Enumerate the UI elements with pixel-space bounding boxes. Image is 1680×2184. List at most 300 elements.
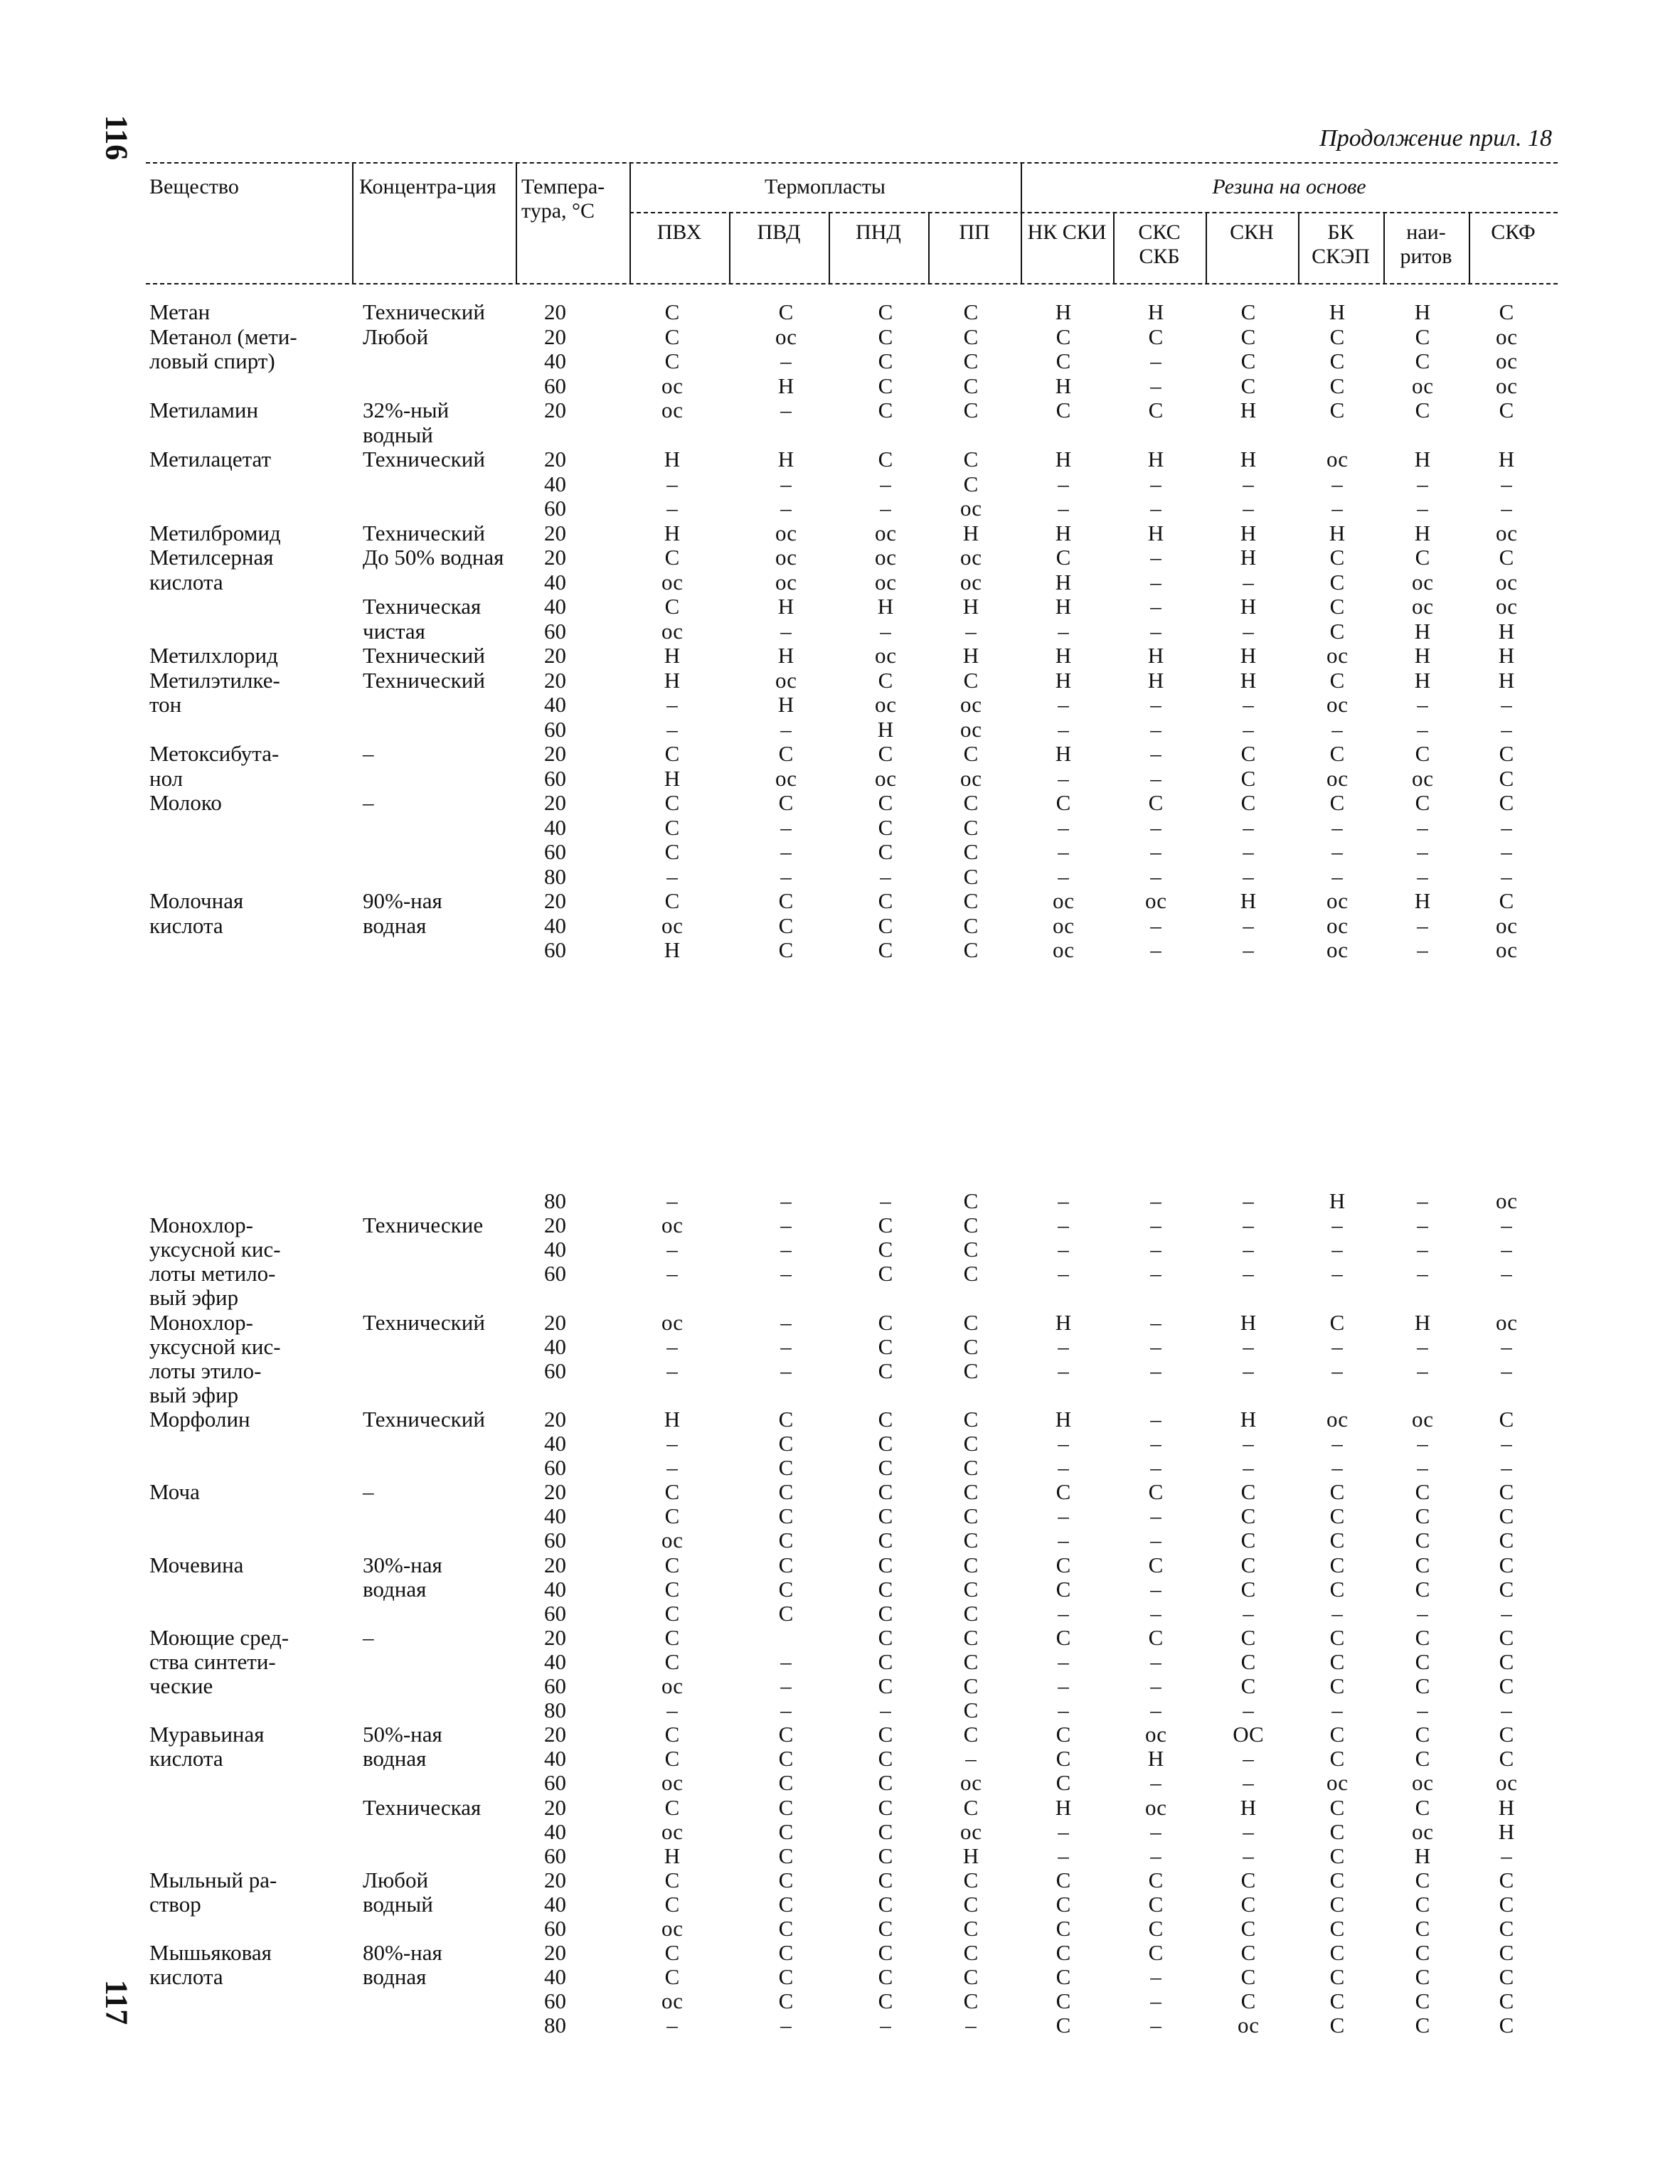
cell-value: – — [780, 1358, 792, 1383]
cell-value: ос — [959, 545, 982, 570]
cell-value: ос — [1144, 1722, 1167, 1747]
cell-concentration: водная — [363, 1576, 427, 1602]
table-row — [149, 791, 1558, 815]
cell-value: ос — [661, 373, 684, 398]
cell-value: С — [778, 1455, 794, 1481]
cell-value: – — [1243, 716, 1254, 742]
cell-value: – — [1150, 594, 1161, 619]
cell-value: – — [1331, 1455, 1343, 1481]
cell-value: С — [963, 1891, 979, 1917]
cell-value: – — [1243, 937, 1254, 962]
cell-value: – — [1150, 1648, 1161, 1674]
cell-value: С — [963, 839, 979, 864]
cell-concentration: Технический — [363, 643, 485, 668]
cell-value: С — [1329, 373, 1345, 398]
cell-value: ос — [1495, 1770, 1518, 1796]
table-row — [149, 1480, 1558, 1504]
cell-concentration: 32%-ный — [363, 398, 450, 422]
cell-value: – — [1417, 496, 1428, 521]
cell-value: – — [1150, 863, 1161, 889]
cell-value: С — [778, 1722, 794, 1747]
table-row — [149, 570, 1558, 595]
cell-value: С — [664, 1746, 680, 1772]
cell-temperature: 40 — [544, 1237, 566, 1262]
table-row — [149, 767, 1558, 791]
cell-value: ос — [1326, 888, 1349, 913]
cell-value: С — [878, 373, 893, 398]
cell-value: С — [1329, 1964, 1345, 1990]
cell-value: С — [1329, 1988, 1345, 2014]
cell-value: – — [666, 692, 678, 717]
cell-value: С — [778, 1843, 794, 1868]
cell-temperature: 40 — [544, 1891, 566, 1917]
cell-value: С — [778, 1770, 794, 1796]
table-row — [149, 1456, 1558, 1480]
cell-value: С — [664, 1600, 680, 1626]
cell-value: С — [878, 814, 893, 840]
cell-value: – — [1243, 1698, 1254, 1723]
header-col: СКФ — [1491, 220, 1536, 244]
cell-value: С — [1499, 741, 1514, 766]
header-col: БК СКЭП — [1312, 220, 1370, 268]
table-row — [149, 1504, 1558, 1528]
cell-value: – — [1417, 1333, 1428, 1359]
cell-value: Н — [1414, 888, 1431, 913]
cell-value: – — [1243, 1261, 1254, 1287]
cell-value: ос — [1411, 765, 1434, 791]
cell-substance: тон — [149, 692, 182, 717]
cell-value: – — [880, 471, 891, 496]
cell-value: С — [778, 937, 794, 962]
table-row — [149, 644, 1558, 668]
cell-concentration: 80%-ная — [363, 1940, 442, 1966]
cell-value: С — [963, 1309, 979, 1335]
cell-concentration: Технический — [363, 1309, 485, 1335]
cell-value: С — [1499, 1746, 1514, 1772]
cell-value: ос — [661, 1213, 684, 1238]
cell-value: ос — [1495, 1309, 1518, 1335]
table-row — [149, 472, 1558, 496]
cell-value: С — [878, 1794, 893, 1820]
cell-value: ос — [775, 324, 797, 349]
cell-value: Н — [1414, 1843, 1431, 1868]
cell-value: – — [1243, 692, 1254, 717]
cell-value: – — [1501, 863, 1512, 889]
cell-value: – — [1417, 716, 1428, 742]
cell-value: С — [1329, 1552, 1345, 1577]
cell-value: С — [1329, 1528, 1345, 1553]
cell-value: С — [1240, 1867, 1256, 1892]
cell-value: ос — [775, 545, 797, 570]
cell-value: Н — [1414, 1309, 1431, 1335]
cell-concentration: Техническая — [363, 1794, 482, 1820]
cell-concentration: 30%-ная — [363, 1552, 442, 1577]
cell-temperature: 40 — [544, 1333, 566, 1359]
cell-value: Н — [962, 594, 979, 619]
table-row — [149, 668, 1558, 693]
cell-value: С — [1499, 765, 1514, 791]
cell-concentration: водная — [363, 1964, 427, 1990]
table-row — [149, 300, 1558, 324]
table-row — [149, 1432, 1558, 1456]
cell-concentration: Любой — [363, 1867, 429, 1892]
cell-value: – — [1058, 1818, 1069, 1844]
cell-value: – — [1243, 912, 1254, 938]
cell-value: ос — [775, 667, 797, 693]
cell-value: – — [1243, 1358, 1254, 1383]
table-row — [149, 1189, 1558, 1213]
cell-value: – — [666, 863, 678, 889]
cell-value: Н — [664, 667, 681, 693]
cell-value: ос — [1237, 2013, 1260, 2038]
cell-value: – — [965, 2013, 977, 2038]
cell-value: – — [1501, 1600, 1512, 1626]
cell-value: – — [1150, 1261, 1161, 1287]
cell-concentration: чистая — [363, 618, 425, 644]
cell-value: Н — [777, 594, 794, 619]
cell-value: – — [1417, 471, 1428, 496]
cell-value: С — [963, 667, 979, 693]
cell-value: С — [1329, 1916, 1345, 1941]
cell-value: С — [664, 348, 680, 373]
cell-value: ос — [775, 520, 797, 545]
cell-value: С — [1056, 1576, 1071, 1602]
cell-value: Н — [1329, 520, 1346, 545]
cell-value: С — [664, 814, 680, 840]
cell-value: С — [778, 888, 794, 913]
cell-value: С — [878, 912, 893, 938]
cell-temperature: 20 — [544, 1213, 566, 1238]
cell-value: С — [1415, 1916, 1430, 1941]
cell-value: – — [1243, 814, 1254, 840]
cell-value: С — [664, 1964, 680, 1990]
cell-concentration: Технические — [363, 1213, 484, 1238]
cell-value: С — [878, 398, 893, 422]
cell-value: С — [878, 1576, 893, 1602]
cell-value: Н — [1414, 667, 1431, 693]
cell-substance: Молочная — [149, 888, 244, 913]
cell-value: – — [1501, 1213, 1512, 1238]
cell-value: Н — [1055, 569, 1072, 595]
header-col: СКС СКБ — [1138, 220, 1181, 268]
cell-value: С — [963, 1503, 979, 1529]
cell-temperature: 60 — [544, 1916, 566, 1941]
cell-substance: Моющие сред- — [149, 1624, 289, 1650]
table-row — [149, 1989, 1558, 2013]
cell-value: С — [878, 1722, 893, 1747]
table-row — [149, 545, 1558, 570]
cell-value: – — [1058, 1648, 1069, 1674]
table-header — [146, 162, 1558, 289]
cell-value: С — [878, 1964, 893, 1990]
cell-value: Н — [664, 447, 681, 472]
cell-value: ос — [874, 545, 897, 570]
cell-value: – — [1150, 716, 1161, 742]
cell-value: С — [1415, 1988, 1430, 2014]
cell-substance: кислота — [149, 1964, 223, 1990]
cell-value: – — [1150, 1503, 1161, 1529]
cell-temperature: 20 — [544, 299, 566, 324]
cell-value: Н — [1147, 1746, 1164, 1772]
cell-value: – — [1417, 839, 1428, 864]
cell-value: Н — [1147, 299, 1164, 324]
cell-value: – — [1058, 496, 1069, 521]
cell-substance: Мыльный ра- — [149, 1867, 277, 1892]
cell-substance: кислота — [149, 912, 223, 938]
cell-value: С — [878, 1406, 893, 1432]
cell-concentration: Любой — [363, 324, 429, 349]
cell-value: – — [666, 1358, 678, 1383]
cell-value: – — [1243, 1770, 1254, 1796]
table-row — [149, 1528, 1558, 1552]
cell-value: Н — [1240, 643, 1257, 668]
cell-value: – — [1058, 863, 1069, 889]
cell-value: С — [1148, 1867, 1164, 1892]
cell-value: – — [666, 1237, 678, 1262]
cell-temperature: 20 — [544, 520, 566, 545]
cell-temperature: 60 — [544, 1843, 566, 1868]
cell-value: – — [666, 1188, 678, 1213]
cell-value: – — [1501, 814, 1512, 840]
cell-value: С — [878, 1503, 893, 1529]
cell-value: С — [778, 912, 794, 938]
cell-value: С — [1056, 1867, 1071, 1892]
header-rubber: Резина на основе — [1212, 175, 1366, 198]
cell-value: – — [1417, 692, 1428, 717]
cell-value: С — [1056, 1988, 1071, 2014]
cell-value: С — [1240, 1964, 1256, 1990]
cell-value: С — [778, 1600, 794, 1626]
cell-value: С — [1148, 790, 1164, 815]
cell-temperature: 60 — [544, 496, 566, 521]
cell-value: Н — [1414, 643, 1431, 668]
cell-value: – — [1243, 1213, 1254, 1238]
cell-value: – — [1150, 1213, 1161, 1238]
cell-value: – — [1501, 496, 1512, 521]
table-row — [149, 693, 1558, 717]
cell-value: – — [780, 1237, 792, 1262]
cell-value: – — [1331, 1333, 1343, 1359]
cell-value: С — [1240, 1673, 1256, 1698]
table-row — [149, 1359, 1558, 1383]
cell-value: – — [1331, 1261, 1343, 1287]
cell-temperature: 20 — [544, 643, 566, 668]
cell-value: С — [664, 1891, 680, 1917]
cell-value: С — [1329, 1891, 1345, 1917]
cell-temperature: 80 — [544, 1188, 566, 1213]
cell-value: – — [1150, 496, 1161, 521]
cell-value: С — [1415, 398, 1430, 422]
cell-substance: Муравьиная — [149, 1722, 265, 1747]
cell-value: ос — [661, 1309, 684, 1335]
table-row — [149, 1650, 1558, 1674]
cell-substance: ческие — [149, 1673, 213, 1698]
cell-substance: уксусной кис- — [149, 1237, 281, 1262]
cell-substance: кислота — [149, 1746, 223, 1772]
cell-value: – — [1331, 1237, 1343, 1262]
cell-value: – — [1150, 1431, 1161, 1456]
cell-value: ос — [959, 692, 982, 717]
cell-value: – — [1150, 1358, 1161, 1383]
cell-value: С — [963, 1213, 979, 1238]
cell-value: Н — [1055, 1406, 1072, 1432]
cell-value: – — [780, 618, 792, 644]
cell-value: – — [1058, 1455, 1069, 1481]
cell-value: – — [1150, 741, 1161, 766]
cell-value: С — [963, 1333, 979, 1359]
cell-temperature: 60 — [544, 1261, 566, 1287]
cell-value: – — [1417, 1431, 1428, 1456]
table-row — [149, 1698, 1558, 1722]
cell-concentration: Технический — [363, 520, 485, 545]
cell-value: С — [1056, 1624, 1071, 1650]
table-row — [149, 619, 1558, 644]
cell-temperature: 80 — [544, 863, 566, 889]
cell-temperature: 20 — [544, 1624, 566, 1650]
cell-value: – — [780, 839, 792, 864]
cell-substance: кислота — [149, 569, 223, 595]
cell-value: С — [963, 1261, 979, 1287]
cell-value: – — [780, 1213, 792, 1238]
cell-value: С — [963, 1940, 979, 1966]
cell-value: С — [1499, 1916, 1514, 1941]
cell-substance: лоты метило- — [149, 1261, 276, 1287]
cell-value: – — [780, 1673, 792, 1698]
cell-concentration: – — [363, 1624, 374, 1650]
cell-value: С — [878, 1358, 893, 1383]
cell-value: ос — [1411, 1406, 1434, 1432]
cell-value: – — [1150, 1843, 1161, 1868]
table-row — [149, 1602, 1558, 1626]
cell-value: С — [963, 1648, 979, 1674]
table-row — [149, 1941, 1558, 1965]
cell-value: ос — [661, 398, 684, 422]
cell-value: ос — [1326, 643, 1349, 668]
cell-value: – — [1150, 373, 1161, 398]
cell-value: – — [1058, 471, 1069, 496]
cell-value: С — [1415, 1964, 1430, 1990]
cell-value: – — [1150, 618, 1161, 644]
cell-value: С — [963, 912, 979, 938]
cell-concentration: водный — [363, 422, 433, 447]
cell-concentration: До 50% водная — [363, 545, 504, 570]
cell-value: ос — [775, 765, 797, 791]
cell-concentration: – — [363, 790, 374, 815]
cell-value: С — [1240, 741, 1256, 766]
cell-value: С — [1240, 790, 1256, 815]
cell-value: – — [1243, 1455, 1254, 1481]
table-row — [149, 1965, 1558, 1989]
cell-value: – — [1150, 912, 1161, 938]
cell-value: – — [1058, 1188, 1069, 1213]
cell-value: С — [778, 1794, 794, 1820]
cell-value: С — [963, 1794, 979, 1820]
cell-temperature: 20 — [544, 545, 566, 570]
cell-value: Н — [664, 643, 681, 668]
cell-temperature: 40 — [544, 1648, 566, 1674]
cell-value: С — [878, 1867, 893, 1892]
cell-value: С — [1499, 1722, 1514, 1747]
cell-value: С — [1415, 1673, 1430, 1698]
cell-value: С — [1415, 1479, 1430, 1505]
cell-value: – — [666, 1431, 678, 1456]
cell-value: С — [1499, 790, 1514, 815]
cell-temperature: 20 — [544, 1552, 566, 1577]
cell-substance: Морфолин — [149, 1406, 250, 1432]
cell-value: С — [878, 1770, 893, 1796]
cell-value: ос — [661, 1673, 684, 1698]
cell-value: С — [1240, 1988, 1256, 2014]
cell-value: ос — [1495, 348, 1518, 373]
cell-value: – — [880, 1698, 891, 1723]
cell-value: С — [1148, 324, 1164, 349]
cell-value: ос — [1052, 937, 1075, 962]
cell-value: ос — [775, 569, 797, 595]
cell-value: С — [778, 1503, 794, 1529]
cell-value: С — [963, 888, 979, 913]
cell-value: С — [1148, 1891, 1164, 1917]
cell-value: ос — [661, 1988, 684, 2014]
cell-value: С — [1240, 373, 1256, 398]
cell-temperature: 20 — [544, 324, 566, 349]
cell-value: – — [780, 471, 792, 496]
cell-value: ос — [1495, 373, 1518, 398]
table-row — [149, 1722, 1558, 1747]
cell-value: С — [963, 398, 979, 422]
cell-value: – — [1058, 1843, 1069, 1868]
cell-temperature: 60 — [544, 1600, 566, 1626]
cell-value: С — [778, 299, 794, 324]
cell-temperature: 40 — [544, 1503, 566, 1529]
cell-value: Н — [1240, 1406, 1257, 1432]
cell-value: ос — [661, 618, 684, 644]
cell-value: С — [963, 863, 979, 889]
cell-value: – — [1417, 1213, 1428, 1238]
cell-value: С — [1499, 545, 1514, 570]
cell-value: С — [1240, 1624, 1256, 1650]
cell-value: – — [1417, 1698, 1428, 1723]
cell-temperature: 20 — [544, 1867, 566, 1892]
cell-value: С — [1056, 1964, 1071, 1990]
cell-temperature: 40 — [544, 348, 566, 373]
cell-value: С — [963, 1600, 979, 1626]
cell-value: – — [1058, 1213, 1069, 1238]
cell-substance: вый эфир — [149, 1382, 239, 1407]
cell-value: Н — [1055, 643, 1072, 668]
cell-value: С — [1240, 1648, 1256, 1674]
cell-value: Н — [1055, 1794, 1072, 1820]
cell-value: – — [1150, 1455, 1161, 1481]
cell-value: С — [963, 1867, 979, 1892]
cell-value: ос — [1326, 1406, 1349, 1432]
cell-value: – — [666, 1698, 678, 1723]
table-row — [149, 349, 1558, 373]
cell-value: С — [878, 1261, 893, 1287]
table-row — [149, 1747, 1558, 1771]
cell-value: – — [1150, 692, 1161, 717]
cell-concentration: 50%-ная — [363, 1722, 442, 1747]
cell-value: С — [878, 1648, 893, 1674]
cell-value: С — [1499, 1988, 1514, 2014]
cell-value: С — [1056, 324, 1071, 349]
cell-value: С — [963, 1455, 979, 1481]
cell-value: С — [778, 1964, 794, 1990]
cell-value: Н — [664, 937, 681, 962]
cell-value: Н — [962, 643, 979, 668]
cell-value: – — [1058, 1698, 1069, 1723]
cell-value: С — [1148, 1940, 1164, 1966]
cell-value: – — [1150, 1818, 1161, 1844]
